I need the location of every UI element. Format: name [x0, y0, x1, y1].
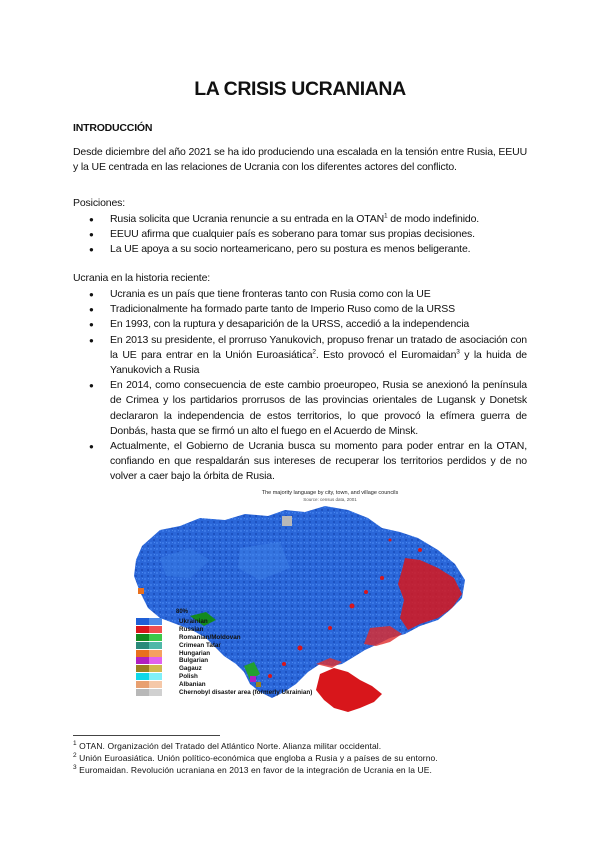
- list-item: ● En 2013 su presidente, el prorruso Yanukovich, propuso frenar un tratado de asociación con la UE para entrar en la Unión Euroasiática$^2$. Esto provocó el Euromaidan$^3$ y la huida de Yanukovich a Rusia: [73, 333, 527, 379]
- legend-swatch: [136, 657, 149, 664]
- legend-swatch: [149, 634, 162, 641]
- legend-swatch: [149, 681, 162, 688]
- legend-swatch: [136, 626, 149, 633]
- crimea-region: [316, 668, 382, 712]
- legend-item: [136, 641, 312, 649]
- section-heading: INTRODUCCIÓN: [73, 122, 153, 134]
- legend-item: [136, 618, 312, 626]
- legend-swatch: [149, 650, 162, 657]
- positions-label: Posiciones:: [73, 197, 126, 209]
- list-item: ● La UE apoya a su socio norteamericano, pero su postura es menos beligerante.: [73, 242, 527, 257]
- legend-label: Albanian: [179, 680, 206, 688]
- positions-list: [73, 212, 527, 258]
- legend-label: Crimean Tatar: [179, 641, 221, 649]
- legend-rows: [136, 618, 312, 696]
- legend-swatch: [149, 657, 162, 664]
- legend-swatch: [136, 650, 149, 657]
- legend-swatch: [136, 681, 149, 688]
- footnote-ref: 2: [312, 348, 316, 356]
- legend-item: [136, 680, 312, 688]
- legend-label: Russian: [179, 626, 204, 634]
- legend-item: [136, 649, 312, 657]
- list-item: ● EEUU afirma que cualquier país es soberano para tomar sus propias decisiones.: [73, 227, 527, 242]
- legend-swatch: [136, 618, 149, 625]
- ukraine-language-map: [120, 488, 480, 724]
- legend-label: Gagauz: [179, 665, 202, 673]
- legend-swatch: [136, 665, 149, 672]
- legend-item: [136, 634, 312, 642]
- legend-label: Romanian/Moldovan: [179, 633, 241, 641]
- footnote-divider: [73, 735, 220, 736]
- legend-swatch: [149, 673, 162, 680]
- legend-item: [136, 673, 312, 681]
- list-item: ● Actualmente, el Gobierno de Ucrania busca su momento para poder entrar en la OTAN, confiando en que respaldarán sus intereses de recuperar los territorios perdidos y de no volver a caer bajo la órbita de Rusia.: [73, 439, 527, 485]
- legend-swatch: [136, 634, 149, 641]
- list-item: ● Ucrania es un país que tiene fronteras tanto con Rusia como con la UE: [73, 287, 527, 302]
- legend-item: [136, 665, 312, 673]
- legend-label: Polish: [179, 672, 198, 680]
- footnote-ref: 3: [456, 348, 460, 356]
- list-item: ● En 2014, como consecuencia de este cambio proeuropeo, Rusia se anexionó la península de Crimea y los partidarios prorrusos de las provincias orientales de Lugansk y Donetsk declararon la independencia de estos territorios, lo que provocó la efímera guerra de Donbás, hasta que se firmó un alto el fuego en el Acuerdo de Minsk.: [73, 378, 527, 439]
- legend-swatch: [136, 689, 149, 696]
- footnote-3: $^3$ Euromaidan. Revolución ucraniana en 2013 en favor de la integración de Ucrania en la UE.: [73, 764, 432, 775]
- legend-swatch: [149, 665, 162, 672]
- map-subtitle: Source: census data, 2001: [303, 497, 357, 502]
- legend-swatch: [149, 642, 162, 649]
- legend-swatch: [149, 618, 162, 625]
- legend-label: Hungarian: [179, 649, 211, 657]
- legend-label: Chernobyl disaster area (formerly Ukrainian): [179, 688, 313, 696]
- footnote-1: $^1$ OTAN. Organización del Tratado del Atlántico Norte. Alianza militar occidental.: [73, 740, 382, 751]
- legend-item: [136, 688, 312, 696]
- page-title: LA CRISIS UCRANIANA: [194, 78, 406, 100]
- history-list: [73, 287, 527, 485]
- list-item: ● Rusia solicita que Ucrania renuncie a su entrada en la OTAN$^1$ de modo indefinido.: [73, 212, 527, 227]
- legend-swatch: [136, 673, 149, 680]
- legend-percent: 80%: [176, 609, 189, 615]
- legend-swatch: [136, 642, 149, 649]
- history-label: Ucrania en la historia reciente:: [73, 272, 211, 284]
- legend-item: [136, 626, 312, 634]
- legend-swatch: [149, 626, 162, 633]
- legend-label: Bulgarian: [179, 657, 209, 665]
- legend-item: [136, 657, 312, 665]
- footnote-ref: 1: [384, 212, 388, 220]
- list-item: ● En 1993, con la ruptura y desaparición de la URSS, accedió a la independencia: [73, 317, 527, 332]
- map-legend: [136, 609, 313, 696]
- map-title: The majority language by city, town, and village councils: [261, 490, 399, 496]
- list-item: ● Tradicionalmente ha formado parte tanto de Imperio Ruso como de la URSS: [73, 302, 527, 317]
- footnote-2: $^2$ Unión Euroasiática. Unión político-económica que engloba a Rusia y a países de su entorno.: [73, 752, 438, 763]
- intro-paragraph: Desde diciembre del año 2021 se ha ido produciendo una escalada en la tensión entre Rusia, EEUU y la UE centrada en las relaciones de Ucrania con los diferentes actores del conflicto.: [73, 146, 527, 174]
- legend-label: Ukrainian: [179, 618, 208, 626]
- legend-swatch: [149, 689, 162, 696]
